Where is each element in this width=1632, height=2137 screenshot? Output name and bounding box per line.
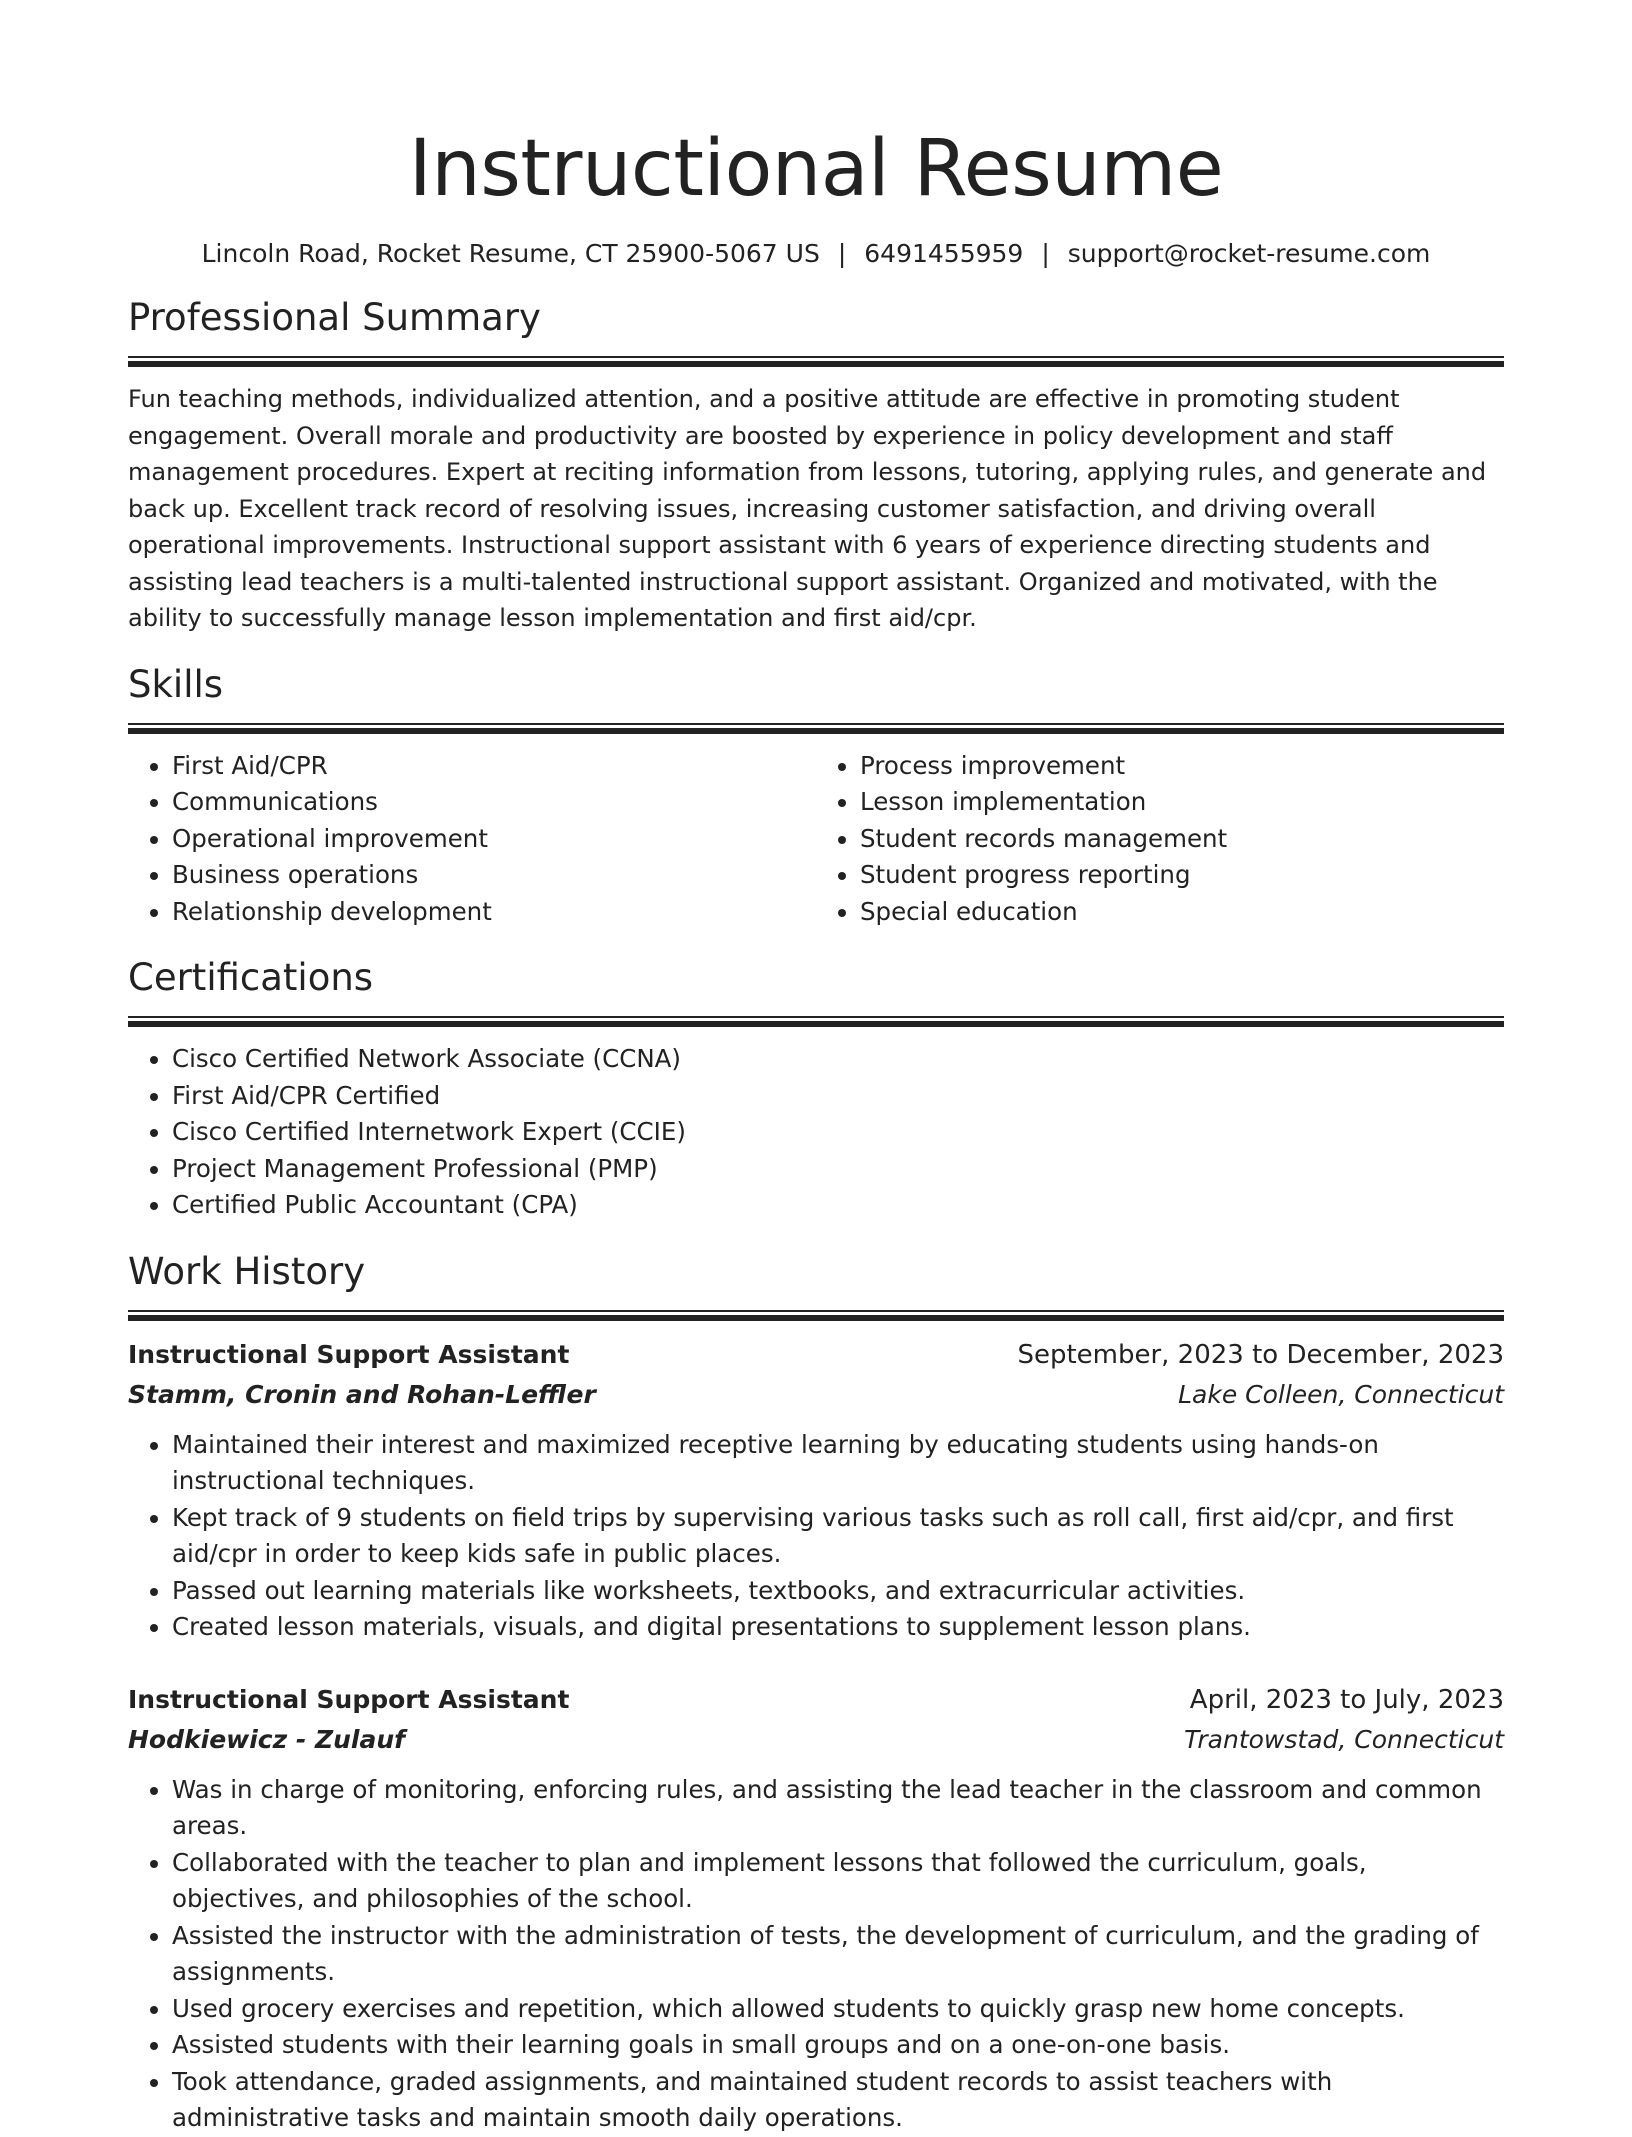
job-title: Instructional Support Assistant xyxy=(128,1684,570,1714)
skill-item: • Business operations xyxy=(172,857,816,894)
job-company-row xyxy=(128,1720,1504,1760)
skill-item: • Relationship development xyxy=(172,894,816,931)
job-bullet: • Passed out learning materials like worksheets, textbooks, and extracurricular activities. xyxy=(172,1573,1504,1610)
summary-text: Fun teaching methods, individualized attention, and a positive attitude are effective in promoting student engagement. Overall morale and productivity are boosted by experience in policy development and staff management procedures. Expert at reciting information from lessons, tutoring, applying rules, and generate and back up. Excellent track record of resolving issues, increasing customer satisfaction, and driving overall operational improvements. Instructional support assistant with 6 years of experience directing students and assisting lead teachers is a multi-talented instructional support assistant. Organized and motivated, with the ability to successfully manage lesson implementation and first aid/cpr. xyxy=(128,385,1487,632)
summary-section xyxy=(128,292,1504,637)
job-bullet: • Assisted students with their learning goals in small groups and on a one-on-one basis. xyxy=(172,2027,1504,2064)
section-title-certifications: Certifications xyxy=(128,956,374,999)
job-entry xyxy=(128,1335,1504,1646)
skill-item: • First Aid/CPR xyxy=(172,748,816,785)
skill-item: • Process improvement xyxy=(860,748,1504,785)
skills-list-left xyxy=(128,748,816,931)
job-header-row xyxy=(128,1335,1504,1375)
job-location: Trantowstad, Connecticut xyxy=(1184,1724,1504,1754)
certification-item: • Project Management Professional (PMP) xyxy=(172,1151,1504,1188)
contact-separator: | xyxy=(837,239,847,268)
job-company-row xyxy=(128,1375,1504,1415)
job-bullet: • Used grocery exercises and repetition, which allowed students to quickly grasp new home concepts. xyxy=(172,1991,1504,2028)
job-header-row xyxy=(128,1680,1504,1720)
skill-item: • Student records management xyxy=(860,821,1504,858)
certifications-list xyxy=(128,1041,1504,1224)
job-bullets xyxy=(128,1427,1504,1646)
contact-line xyxy=(128,238,1504,270)
skill-item: • Communications xyxy=(172,784,816,821)
certification-item: • Certified Public Accountant (CPA) xyxy=(172,1187,1504,1224)
skills-columns xyxy=(128,748,1504,931)
certification-item: • Cisco Certified Network Associate (CCNA) xyxy=(172,1041,1504,1078)
certification-item: • First Aid/CPR Certified xyxy=(172,1078,1504,1115)
job-company: Stamm, Cronin and Rohan-Leffler xyxy=(128,1379,596,1409)
work-history-section xyxy=(128,1246,1504,2137)
section-divider xyxy=(128,1016,1504,1027)
contact-email: support@rocket-resume.com xyxy=(1067,239,1431,268)
skills-section xyxy=(128,659,1504,931)
job-location: Lake Colleen, Connecticut xyxy=(1178,1379,1504,1409)
section-divider xyxy=(128,723,1504,734)
section-divider xyxy=(128,356,1504,367)
skills-list-right xyxy=(816,748,1504,931)
job-bullet: • Was in charge of monitoring, enforcing rules, and assisting the lead teacher in the classroom and common areas. xyxy=(172,1772,1504,1845)
job-bullet: • Took attendance, graded assignments, and maintained student records to assist teachers with administrative tasks and maintain smooth daily operations. xyxy=(172,2064,1504,2137)
section-divider xyxy=(128,1310,1504,1321)
section-title-summary: Professional Summary xyxy=(128,296,541,339)
contact-phone: 6491455959 xyxy=(864,239,1024,268)
skill-item: • Operational improvement xyxy=(172,821,816,858)
contact-separator: | xyxy=(1041,239,1050,268)
job-company: Hodkiewicz - Zulauf xyxy=(128,1724,406,1754)
contact-address: Lincoln Road, Rocket Resume, CT 25900-5067 US xyxy=(201,239,820,268)
job-bullet: • Collaborated with the teacher to plan and implement lessons that followed the curriculum, goals, objectives, and philosophies of the school. xyxy=(172,1845,1504,1918)
job-entry xyxy=(128,1680,1504,2137)
skill-item: • Lesson implementation xyxy=(860,784,1504,821)
job-bullet: • Kept track of 9 students on field trips by supervising various tasks such as roll call, first aid/cpr, and first aid/cpr in order to keep kids safe in public places. xyxy=(172,1500,1504,1573)
section-title-skills: Skills xyxy=(128,662,224,706)
job-dates: April, 2023 to July, 2023 xyxy=(1189,1684,1504,1715)
job-title: Instructional Support Assistant xyxy=(128,1339,570,1369)
skill-item: • Student progress reporting xyxy=(860,857,1504,894)
job-bullet: • Maintained their interest and maximized receptive learning by educating students using hands-on instructional techniques. xyxy=(172,1427,1504,1500)
skill-item: • Special education xyxy=(860,894,1504,931)
job-bullet: • Created lesson materials, visuals, and digital presentations to supplement lesson plans. xyxy=(172,1609,1504,1646)
job-dates: September, 2023 to December, 2023 xyxy=(1017,1339,1504,1370)
section-title-work-history: Work History xyxy=(128,1249,366,1293)
certifications-section xyxy=(128,952,1504,1224)
job-bullets xyxy=(128,1772,1504,2137)
resume-name: Instructional Resume xyxy=(408,124,1224,214)
job-bullet: • Assisted the instructor with the administration of tests, the development of curriculum, and the grading of assignments. xyxy=(172,1918,1504,1991)
certification-item: • Cisco Certified Internetwork Expert (CCIE) xyxy=(172,1114,1504,1151)
